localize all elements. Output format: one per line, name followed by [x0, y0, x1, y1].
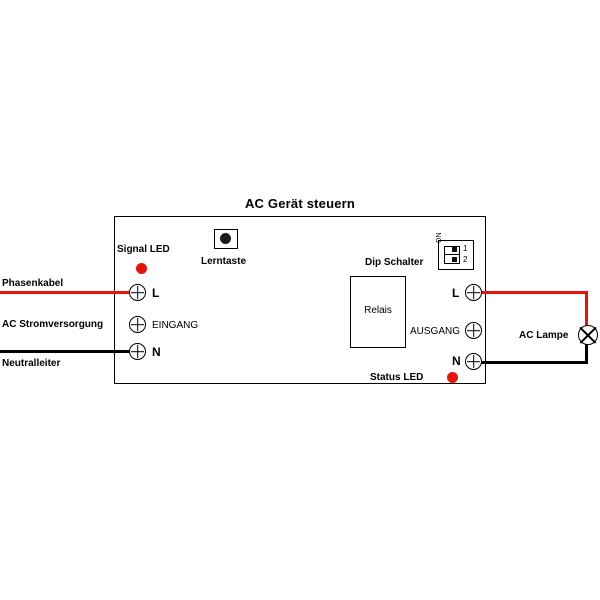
signal-led-indicator — [136, 263, 147, 274]
phase-wire-line — [0, 291, 134, 294]
terminal-output-n-label: N — [452, 354, 461, 368]
relay-label: Relais — [364, 305, 392, 316]
dip-switch-number-2: 2 — [463, 255, 468, 264]
dip-switch-lever-1[interactable] — [452, 247, 457, 252]
dip-switch-divider — [444, 254, 460, 255]
lamp-label: AC Lampe — [519, 330, 569, 341]
lamp-icon — [578, 325, 598, 345]
dip-switch-number-1: 1 — [463, 244, 468, 253]
neutral-wire-line — [0, 350, 134, 353]
learn-button-dot-icon — [220, 233, 231, 244]
terminal-output-n[interactable] — [465, 353, 482, 370]
output-label: AUSGANG — [410, 326, 461, 337]
lamp-live-wire-vertical — [585, 291, 588, 327]
status-led-indicator — [447, 372, 458, 383]
device-enclosure — [114, 216, 486, 384]
terminal-input-middle[interactable] — [129, 316, 146, 333]
lamp-neutral-wire-vertical — [585, 344, 588, 364]
terminal-output-l[interactable] — [465, 284, 482, 301]
terminal-input-l[interactable] — [129, 284, 146, 301]
phase-wire-label: Phasenkabel — [2, 278, 64, 289]
terminal-output-l-label: L — [452, 286, 460, 300]
learn-button[interactable] — [214, 229, 238, 249]
status-led-label: Status LED — [370, 372, 424, 383]
terminal-input-l-label: L — [152, 286, 160, 300]
terminal-output-middle[interactable] — [465, 322, 482, 339]
neutral-wire-label: Neutralleiter — [2, 358, 61, 369]
lamp-live-wire-horizontal — [479, 291, 588, 294]
dip-switch-on-label: ON — [436, 232, 443, 243]
power-supply-label: AC Stromversorgung — [2, 319, 104, 330]
signal-led-label: Signal LED — [117, 244, 170, 255]
dip-switch-lever-2[interactable] — [452, 257, 457, 262]
learn-button-label: Lerntaste — [201, 256, 247, 267]
terminal-input-n-label: N — [152, 345, 161, 359]
page-title: AC Gerät steuern — [244, 196, 356, 211]
dip-switch-label: Dip Schalter — [365, 257, 424, 268]
input-label: EINGANG — [152, 320, 199, 331]
lamp-neutral-wire-horizontal — [479, 361, 588, 364]
terminal-input-n[interactable] — [129, 343, 146, 360]
